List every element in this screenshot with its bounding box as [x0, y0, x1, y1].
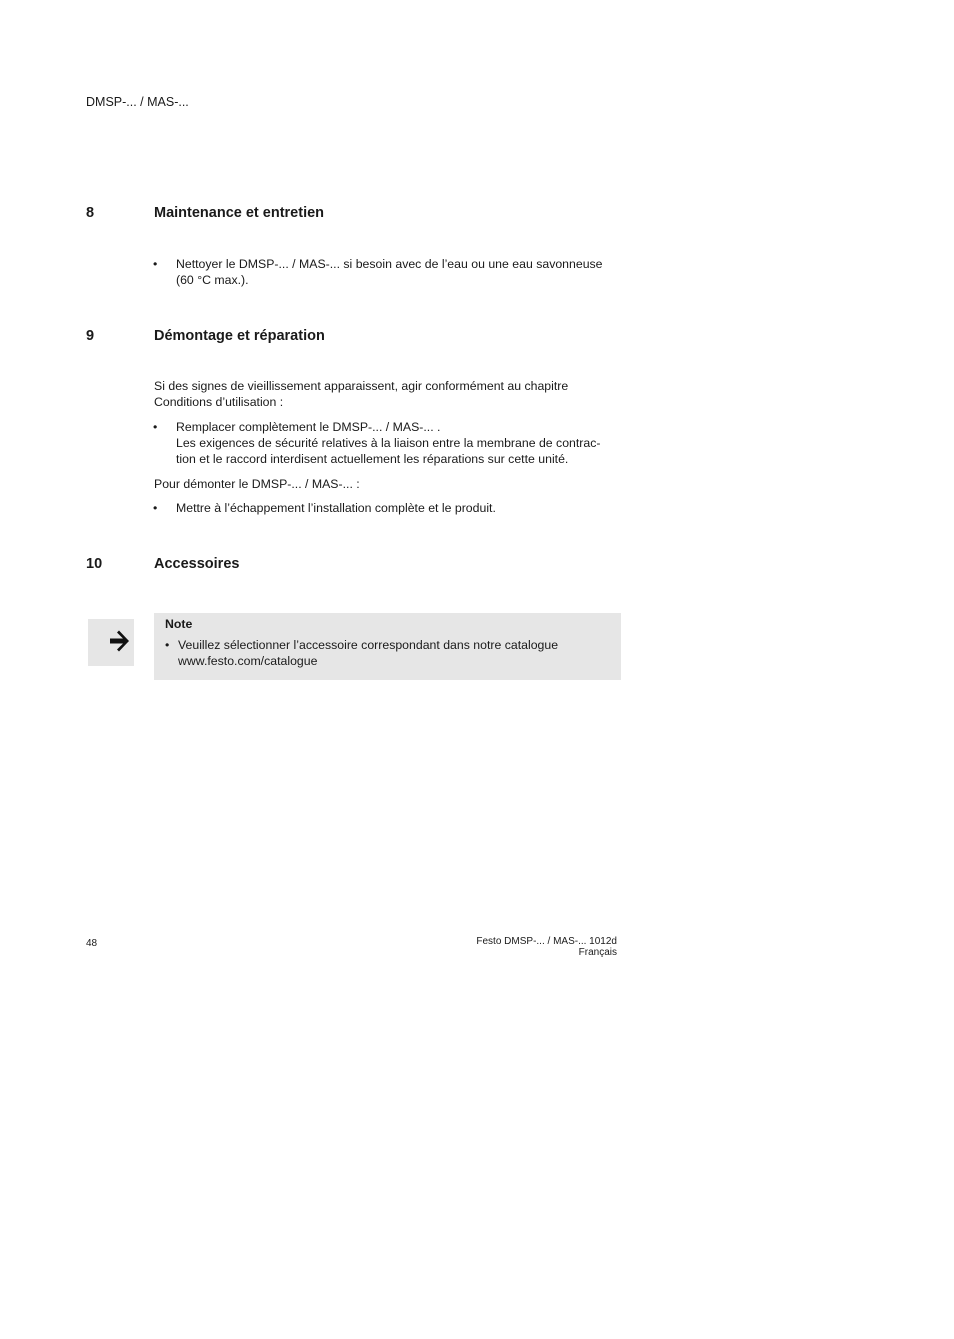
bullet-marker: • [153, 501, 158, 515]
catalogue-link: www.festo.com/catalogue [178, 654, 318, 668]
bullet-marker: • [153, 420, 158, 434]
text-line: Conditions d’utilisation : [154, 395, 284, 409]
text-line: tion et le raccord interdisent actuellement les réparations sur cette unité. [176, 452, 569, 466]
bullet-marker: • [153, 257, 158, 271]
bullet-cleaning [176, 256, 626, 288]
intro-paragraph [154, 378, 614, 410]
footer-doc-ref: Festo DMSP-... / MAS-... 1012d Français [476, 936, 617, 958]
section-title-accessoires: Accessoires [154, 556, 240, 572]
text-line: Si des signes de vieillissement apparaissent, agir conformément au chapitre [154, 379, 569, 393]
bullet-replace [176, 419, 626, 467]
disassembly-paragraph: Pour démonter le DMSP-... / MAS-... : [154, 477, 360, 491]
section-number-8: 8 [86, 205, 95, 221]
section-title-maintenance: Maintenance et entretien [154, 205, 325, 221]
section-number-10: 10 [86, 556, 103, 572]
running-header: DMSP-... / MAS-... [86, 95, 189, 109]
text-line: (60 °C max.). [176, 273, 249, 287]
bullet-exhaust: Mettre à l’échappement l’installation complète et le produit. [176, 501, 496, 515]
text-line: Veuillez sélectionner l’accessoire correspondant dans notre catalogue [178, 638, 559, 652]
text-line: Nettoyer le DMSP-... / MAS-... si besoin avec de l’eau ou une eau savonneuse [176, 257, 603, 271]
note-title: Note [165, 617, 193, 631]
section-number-9: 9 [86, 328, 95, 344]
note-icon-box [88, 619, 134, 666]
section-title-demontage: Démontage et réparation [154, 328, 325, 344]
arrow-right-icon [108, 627, 132, 655]
page-number: 48 [86, 938, 98, 949]
bullet-marker: • [165, 638, 170, 652]
text-line: Les exigences de sécurité relatives à la liaison entre la membrane de contrac- [176, 436, 601, 450]
text-line: Remplacer complètement le DMSP-... / MAS-... . [176, 420, 441, 434]
note-text [178, 637, 618, 669]
